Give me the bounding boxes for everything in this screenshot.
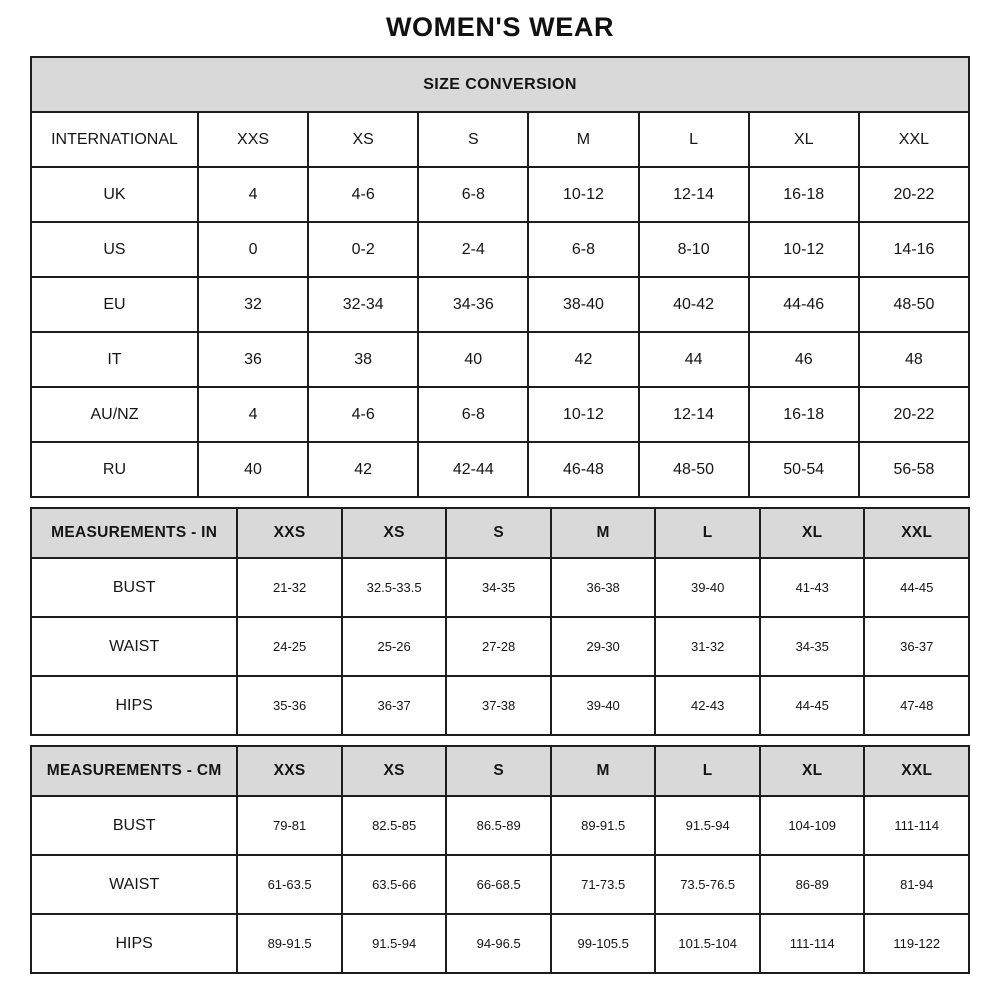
value-cell: 37-38 — [446, 676, 551, 735]
col-header-l: L — [639, 112, 749, 167]
value-cell: 35-36 — [237, 676, 342, 735]
value-cell: 48-50 — [859, 277, 969, 332]
table-row — [31, 387, 969, 442]
size-conversion-caption: SIZE CONVERSION — [31, 57, 969, 112]
col-header-xxl: XXL — [864, 746, 969, 796]
value-cell: 14-16 — [859, 222, 969, 277]
row-label-hips: HIPS — [31, 914, 237, 973]
value-cell: 39-40 — [551, 676, 656, 735]
value-cell: 40 — [198, 442, 308, 497]
col-header-xl: XL — [760, 508, 865, 558]
value-cell: 46-48 — [528, 442, 638, 497]
value-cell: 0-2 — [308, 222, 418, 277]
value-cell: 89-91.5 — [551, 796, 656, 855]
col-header-l: L — [655, 746, 760, 796]
table-row — [31, 442, 969, 497]
col-header-s: S — [418, 112, 528, 167]
value-cell: 21-32 — [237, 558, 342, 617]
row-label-bust: BUST — [31, 558, 237, 617]
value-cell: 4-6 — [308, 387, 418, 442]
col-header-m: M — [551, 746, 656, 796]
row-label-us: US — [31, 222, 198, 277]
col-header-measurements-in: MEASUREMENTS - IN — [31, 508, 237, 558]
col-header-international: INTERNATIONAL — [31, 112, 198, 167]
measurements-in-header-row — [31, 508, 969, 558]
value-cell: 79-81 — [237, 796, 342, 855]
value-cell: 27-28 — [446, 617, 551, 676]
row-label-eu: EU — [31, 277, 198, 332]
value-cell: 25-26 — [342, 617, 447, 676]
col-header-xxl: XXL — [864, 508, 969, 558]
value-cell: 99-105.5 — [551, 914, 656, 973]
value-cell: 16-18 — [749, 387, 859, 442]
value-cell: 42-43 — [655, 676, 760, 735]
value-cell: 81-94 — [864, 855, 969, 914]
value-cell: 31-32 — [655, 617, 760, 676]
value-cell: 20-22 — [859, 387, 969, 442]
value-cell: 2-4 — [418, 222, 528, 277]
row-label-it: IT — [31, 332, 198, 387]
row-label-hips: HIPS — [31, 676, 237, 735]
value-cell: 56-58 — [859, 442, 969, 497]
col-header-xl: XL — [749, 112, 859, 167]
value-cell: 111-114 — [864, 796, 969, 855]
value-cell: 119-122 — [864, 914, 969, 973]
value-cell: 47-48 — [864, 676, 969, 735]
value-cell: 34-36 — [418, 277, 528, 332]
value-cell: 86-89 — [760, 855, 865, 914]
page-title: WOMEN'S WEAR — [385, 12, 615, 42]
value-cell: 6-8 — [418, 167, 528, 222]
value-cell: 41-43 — [760, 558, 865, 617]
value-cell: 38 — [308, 332, 418, 387]
table-row — [31, 796, 969, 855]
value-cell: 44-46 — [749, 277, 859, 332]
col-header-m: M — [528, 112, 638, 167]
value-cell: 48-50 — [639, 442, 749, 497]
value-cell: 94-96.5 — [446, 914, 551, 973]
table-row — [31, 222, 969, 277]
row-label-bust: BUST — [31, 796, 237, 855]
row-label-waist: WAIST — [31, 855, 237, 914]
value-cell: 73.5-76.5 — [655, 855, 760, 914]
value-cell: 12-14 — [639, 167, 749, 222]
value-cell: 34-35 — [760, 617, 865, 676]
value-cell: 36 — [198, 332, 308, 387]
value-cell: 24-25 — [237, 617, 342, 676]
value-cell: 111-114 — [760, 914, 865, 973]
value-cell: 34-35 — [446, 558, 551, 617]
row-label-uk: UK — [31, 167, 198, 222]
value-cell: 91.5-94 — [342, 914, 447, 973]
table-row — [31, 332, 969, 387]
value-cell: 82.5-85 — [342, 796, 447, 855]
table-row — [31, 914, 969, 973]
value-cell: 44 — [639, 332, 749, 387]
value-cell: 20-22 — [859, 167, 969, 222]
value-cell: 10-12 — [528, 167, 638, 222]
table-row — [31, 855, 969, 914]
value-cell: 101.5-104 — [655, 914, 760, 973]
value-cell: 44-45 — [760, 676, 865, 735]
value-cell: 48 — [859, 332, 969, 387]
table-row — [31, 676, 969, 735]
value-cell: 32-34 — [308, 277, 418, 332]
row-label-waist: WAIST — [31, 617, 237, 676]
col-header-m: M — [551, 508, 656, 558]
value-cell: 50-54 — [749, 442, 859, 497]
col-header-xxs: XXS — [237, 508, 342, 558]
value-cell: 10-12 — [749, 222, 859, 277]
value-cell: 32.5-33.5 — [342, 558, 447, 617]
value-cell: 66-68.5 — [446, 855, 551, 914]
value-cell: 46 — [749, 332, 859, 387]
col-header-xs: XS — [308, 112, 418, 167]
value-cell: 36-37 — [864, 617, 969, 676]
col-header-xxs: XXS — [198, 112, 308, 167]
value-cell: 61-63.5 — [237, 855, 342, 914]
row-label-au-nz: AU/NZ — [31, 387, 198, 442]
col-header-xxl: XXL — [859, 112, 969, 167]
value-cell: 16-18 — [749, 167, 859, 222]
value-cell: 10-12 — [528, 387, 638, 442]
measurements-cm-header-row — [31, 746, 969, 796]
value-cell: 44-45 — [864, 558, 969, 617]
value-cell: 71-73.5 — [551, 855, 656, 914]
value-cell: 0 — [198, 222, 308, 277]
col-header-xl: XL — [760, 746, 865, 796]
size-conversion-caption-row — [31, 57, 969, 112]
table-row — [31, 558, 969, 617]
col-header-xs: XS — [342, 508, 447, 558]
value-cell: 42 — [308, 442, 418, 497]
col-header-l: L — [655, 508, 760, 558]
value-cell: 36-38 — [551, 558, 656, 617]
col-header-measurements-cm: MEASUREMENTS - CM — [31, 746, 237, 796]
value-cell: 39-40 — [655, 558, 760, 617]
value-cell: 86.5-89 — [446, 796, 551, 855]
row-label-ru: RU — [31, 442, 198, 497]
value-cell: 32 — [198, 277, 308, 332]
value-cell: 4 — [198, 387, 308, 442]
value-cell: 12-14 — [639, 387, 749, 442]
size-conversion-table — [30, 56, 970, 498]
value-cell: 40-42 — [639, 277, 749, 332]
col-header-s: S — [446, 508, 551, 558]
value-cell: 40 — [418, 332, 528, 387]
value-cell: 38-40 — [528, 277, 638, 332]
measurements-in-table — [30, 507, 970, 736]
value-cell: 8-10 — [639, 222, 749, 277]
value-cell: 91.5-94 — [655, 796, 760, 855]
value-cell: 42 — [528, 332, 638, 387]
value-cell: 6-8 — [528, 222, 638, 277]
value-cell: 42-44 — [418, 442, 528, 497]
value-cell: 63.5-66 — [342, 855, 447, 914]
col-header-xxs: XXS — [237, 746, 342, 796]
size-conversion-header-row — [31, 112, 969, 167]
value-cell: 4-6 — [308, 167, 418, 222]
table-row — [31, 167, 969, 222]
value-cell: 104-109 — [760, 796, 865, 855]
table-row — [31, 617, 969, 676]
value-cell: 29-30 — [551, 617, 656, 676]
col-header-xs: XS — [342, 746, 447, 796]
col-header-s: S — [446, 746, 551, 796]
measurements-cm-table — [30, 745, 970, 974]
tables — [30, 56, 970, 974]
value-cell: 36-37 — [342, 676, 447, 735]
table-row — [31, 277, 969, 332]
value-cell: 89-91.5 — [237, 914, 342, 973]
value-cell: 4 — [198, 167, 308, 222]
value-cell: 6-8 — [418, 387, 528, 442]
